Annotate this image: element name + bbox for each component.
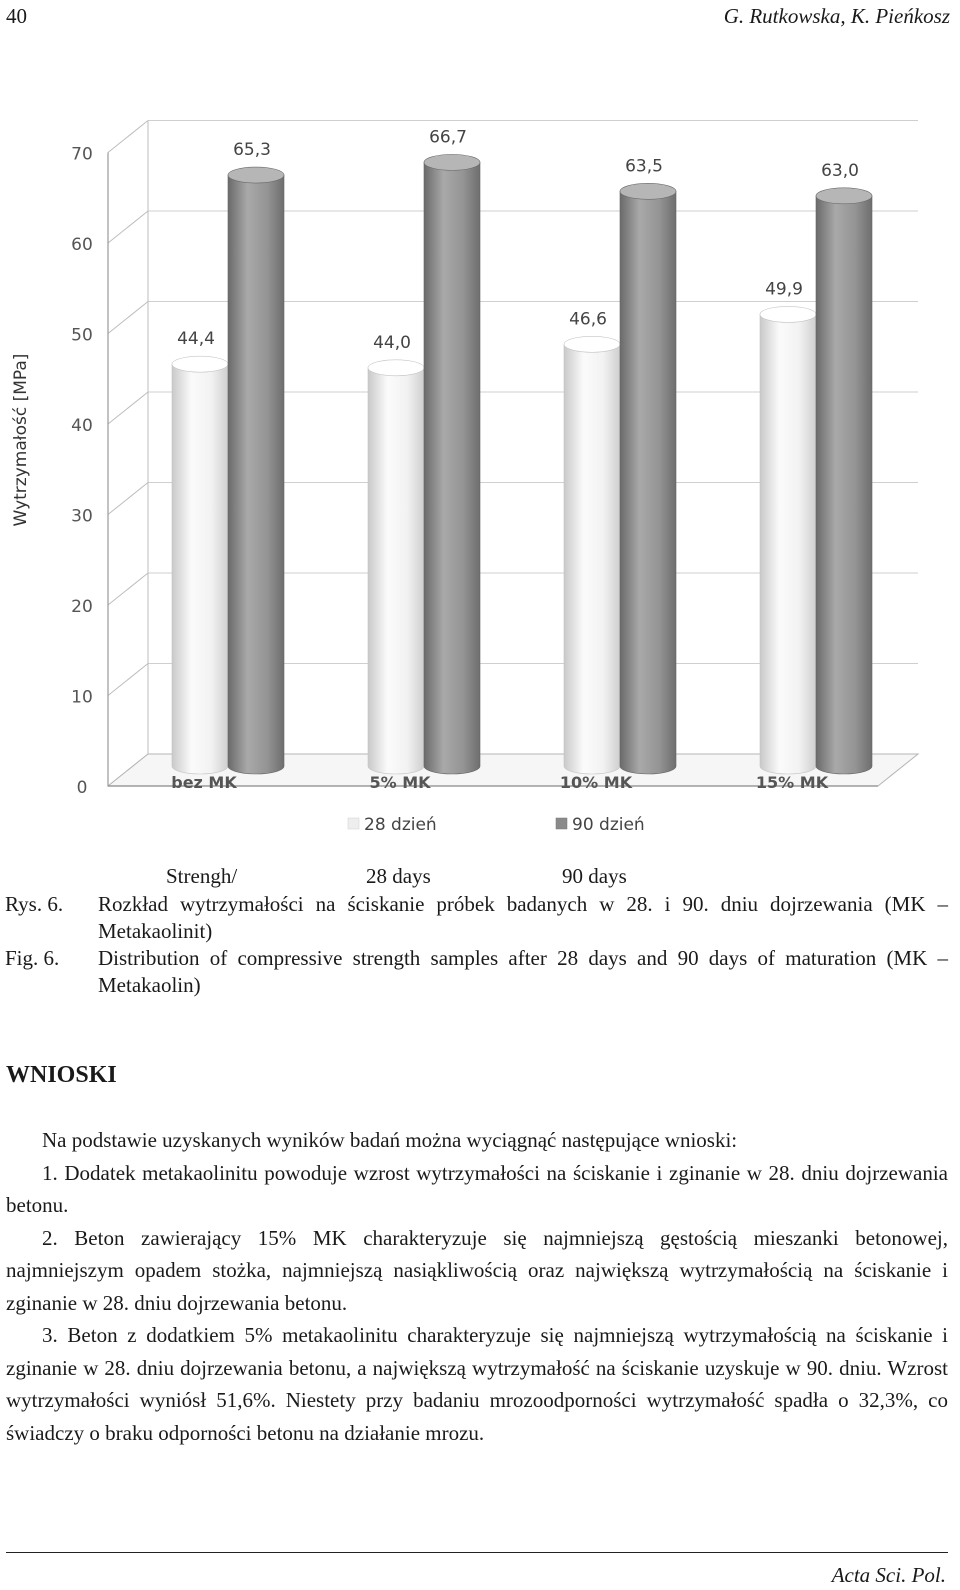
grid-diagonal [108, 392, 148, 424]
bar-90-days [620, 191, 676, 774]
section-heading: WNIOSKI [6, 1062, 117, 1088]
bar-top [172, 356, 228, 372]
legend-entry: 90 dzień [572, 815, 645, 835]
data-label: 65,3 [233, 140, 271, 161]
legend-translation-prefix: Strengh/ [166, 864, 238, 888]
bar-90-days [228, 175, 284, 774]
page-number: 40 [6, 4, 27, 28]
bar-28-days [564, 344, 620, 774]
grid-diagonal [108, 483, 148, 515]
grid-diagonal [108, 211, 148, 243]
bar-28-days [172, 364, 228, 774]
conclusion-point-2: 2. Beton zawierający 15% MK charakteryzuje się najmniejszą gęstością mieszanki betonowej, najmniejszym opadem stożka, najmniejszą nasiąkliwością oraz największą wytrzymałością na ściskanie i zginanie w 28. dniu dojrzewania betonu. [6, 1225, 948, 1315]
strength-bar-chart [0, 60, 960, 850]
caption-label-rys: Rys. 6. [5, 892, 64, 916]
category-label: 15% MK [755, 773, 829, 792]
legend-translation-90-days: 90 days [562, 864, 627, 888]
bar-top [228, 167, 284, 183]
y-tick-label: 60 [71, 235, 93, 255]
y-tick-label: 50 [71, 325, 93, 346]
bar-28-days [368, 368, 424, 774]
journal-name: Acta Sci. Pol. [831, 1563, 946, 1587]
bar-90-days [424, 162, 480, 774]
legend-translation [0, 864, 960, 890]
legend-swatch [556, 818, 567, 829]
bar-top [816, 188, 872, 204]
grid-diagonal [108, 302, 148, 334]
bar-top [564, 336, 620, 352]
data-label: 66,7 [429, 127, 467, 148]
conclusions-intro: Na podstawie uzyskanych wyników badań można wyciągnąć następujące wnioski: [42, 1128, 738, 1152]
bar-top [368, 360, 424, 376]
category-label: 10% MK [559, 773, 633, 792]
grid-diagonal [108, 573, 148, 605]
y-tick-label: 20 [71, 597, 93, 617]
bar-top [620, 183, 676, 199]
conclusions-body [6, 1124, 948, 1449]
caption-text-polish: Rozkład wytrzymałości na ściskanie próbek badanych w 28. i 90. dniu dojrzewania (MK – Metakaolinit) [98, 892, 948, 943]
legend-translation-28-days: 28 days [366, 864, 431, 888]
running-head-authors: G. Rutkowska, K. Pieńkosz [723, 4, 950, 28]
y-tick-label: 30 [71, 506, 93, 527]
legend-entry: 28 dzień [364, 815, 437, 835]
grid-diagonal [108, 664, 148, 696]
category-label: 5% MK [369, 773, 431, 792]
bar-top [760, 306, 816, 322]
caption-text-english: Distribution of compressive strength samples after 28 days and 90 days of maturation (MK – Metakaolin) [98, 946, 948, 997]
y-tick-label: 70 [71, 144, 93, 165]
category-label: bez MK [171, 773, 237, 792]
data-label: 63,5 [625, 156, 663, 177]
data-label: 49,9 [765, 279, 803, 300]
conclusion-point-1: 1. Dodatek metakaolinitu powoduje wzrost wytrzymałości na ściskanie i zginanie w 28. dniu dojrzewania betonu. [6, 1160, 948, 1217]
bar-top [424, 154, 480, 170]
bar-90-days [816, 196, 872, 774]
data-label: 44,0 [373, 332, 411, 353]
grid-diagonal [108, 121, 148, 153]
data-label: 63,0 [821, 160, 859, 181]
footer-rule [6, 1552, 948, 1553]
legend-swatch [348, 818, 359, 829]
y-tick-label: 0 [76, 778, 88, 798]
caption-label-fig: Fig. 6. [5, 946, 60, 970]
y-axis-label: Wytrzymałość [MPa] [11, 353, 31, 527]
data-label: 44,4 [177, 329, 215, 350]
y-tick-label: 10 [71, 687, 93, 708]
bar-28-days [760, 314, 816, 774]
data-label: 46,6 [569, 309, 607, 330]
y-tick-label: 40 [71, 416, 93, 436]
conclusion-point-3: 3. Beton z dodatkiem 5% metakaolinitu charakteryzuje się najmniejszą wytrzymałością na ściskanie i zginanie w 28. dniu dojrzewania betonu, a największą wytrzymałość na ściskanie uzyskuje w 90. dniu. Wzrost wytrzymałości wyniósł 51,6%. Niestety przy badaniu mrozoodporności wytrzymałość spadła o 32,3%, co świadczy o braku odporności betonu na działanie mrozu. [6, 1323, 948, 1445]
